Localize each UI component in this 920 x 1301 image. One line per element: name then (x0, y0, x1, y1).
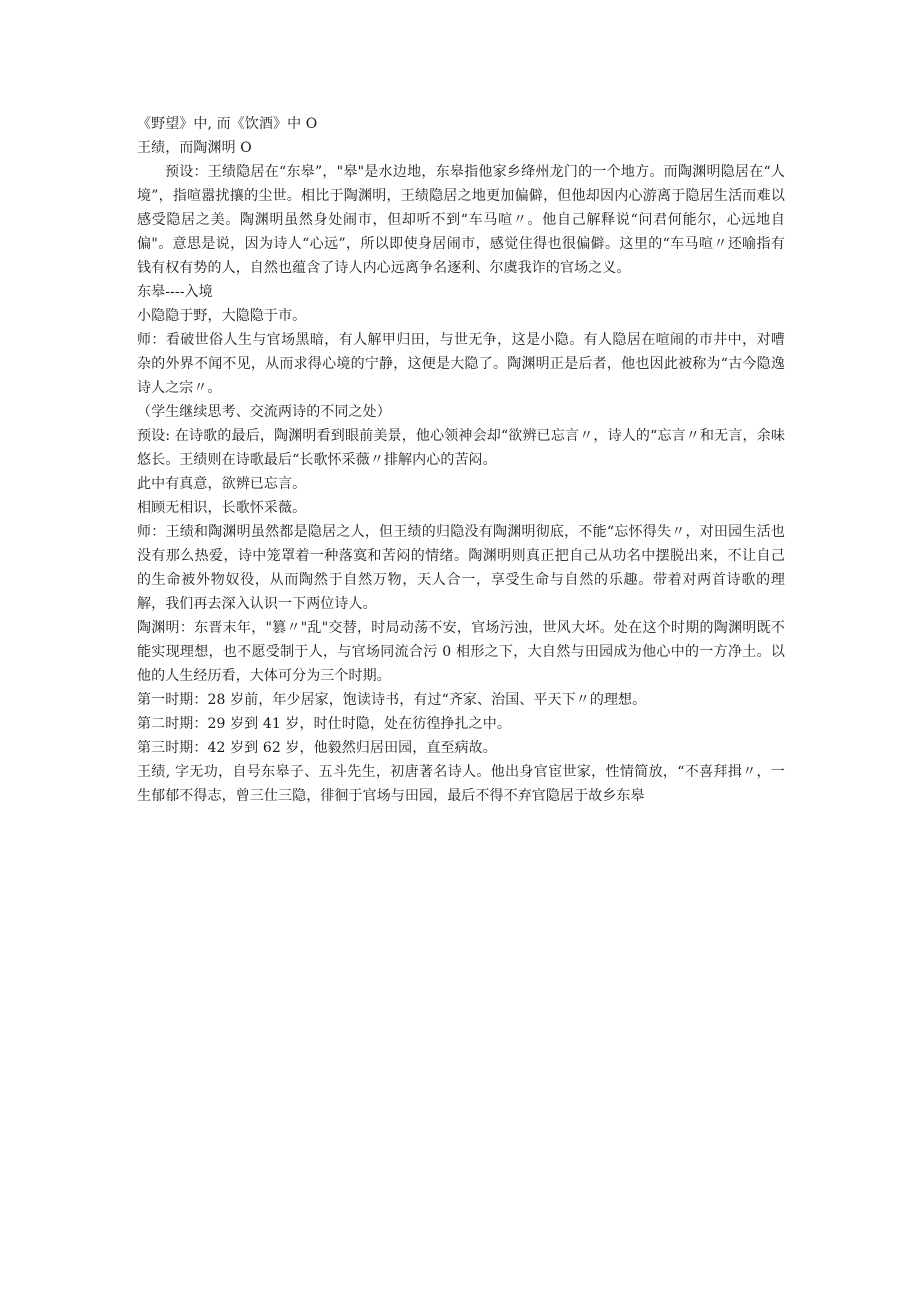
paragraph-7: （学生继续思考、交流两诗的不同之处） (137, 404, 391, 420)
paragraph-15: 第三时期：42 岁到 62 岁，他毅然归居田园，直至病故。 (137, 740, 497, 756)
document-page (137, 112, 785, 808)
paragraph-9: 此中有真意，欲辨已忘言。 (137, 476, 307, 492)
paragraph-16: 王绩, 字无功，自号东皋子、五斗先生，初唐著名诗人。他出身官宦世家，性情简放，“不喜拜揖〃，一生郁郁不得志，曾三仕三隐，徘徊于官场与田园，最后不得不弃官隐居于故乡东皋 (137, 764, 785, 804)
paragraph-6: 师：看破世俗人生与官场黑暗，有人解甲归田，与世无争，这是小隐。有人隐居在喧闹的市井中，对嘈杂的外界不闻不见，从而求得心境的宁静，这便是大隐了。陶渊明正是后者，他也因此被称为“古今隐逸诗人之宗〃。 (137, 332, 785, 396)
paragraph-14: 第二时期：29 岁到 41 岁，时仕时隐，处在彷徨挣扎之中。 (137, 716, 511, 732)
paragraph-8: 预设: 在诗歌的最后，陶渊明看到眼前美景，他心领神会却“欲辨已忘言〃，诗人的“忘言〃和无言，余味悠长。王绩则在诗歌最后“长歌怀采薇〃排解内心的苦闷。 (137, 428, 785, 468)
paragraph-5: 小隐隐于野，大隐隐于市。 (137, 308, 307, 324)
paragraph-10: 相顾无相识，长歌怀采薇。 (137, 500, 307, 516)
paragraph-2: 王绩，而陶渊明 O (137, 140, 252, 156)
paragraph-4: 东皋----入境 (137, 284, 213, 300)
paragraph-12: 陶渊明：东晋末年，"篡〃"乱"交替，时局动荡不安，官场污浊，世风大坏。处在这个时期的陶渊明既不能实现理想，也不愿受制于人，与官场同流合污 0 相形之下，大自然与田园成为他心中的一方净土。以他的人生经历看，大体可分为三个时期。 (137, 620, 785, 684)
paragraph-3: 预设：王绩隐居在“东皋”，"皋"是水边地，东皋指他家乡绛州龙门的一个地方。而陶渊明隐居在“人境”，指喧嚣扰攘的尘世。相比于陶渊明，王绩隐居之地更加偏僻，但他却因内心游离于隐居生活而难以感受隐居之美。陶渊明虽然身处闹市，但却听不到“车马喧〃。他自己解释说“问君何能尔，心远地自偏"。意思是说，因为诗人“心远”，所以即使身居闹市，感觉住得也很偏僻。这里的“车马喧〃还喻指有钱有权有势的人，自然也蕴含了诗人内心远离争名逐利、尔虞我诈的官场之义。 (137, 164, 785, 276)
paragraph-11: 师：王绩和陶渊明虽然都是隐居之人，但王绩的归隐没有陶渊明彻底，不能“忘怀得失〃，对田园生活也没有那么热爱，诗中笼罩着一种落寞和苦闷的情绪。陶渊明则真正把自己从功名中摆脱出来，不让自己的生命被外物奴役，从而陶然于自然万物，天人合一，享受生命与自然的乐趣。带着对两首诗歌的理解，我们再去深入认识一下两位诗人。 (137, 524, 785, 612)
paragraph-1: 《野望》中, 而《饮酒》中 O (137, 116, 318, 132)
paragraph-13: 第一时期：28 岁前，年少居家，饱读诗书，有过“齐家、治国、平天下〃的理想。 (137, 692, 647, 708)
